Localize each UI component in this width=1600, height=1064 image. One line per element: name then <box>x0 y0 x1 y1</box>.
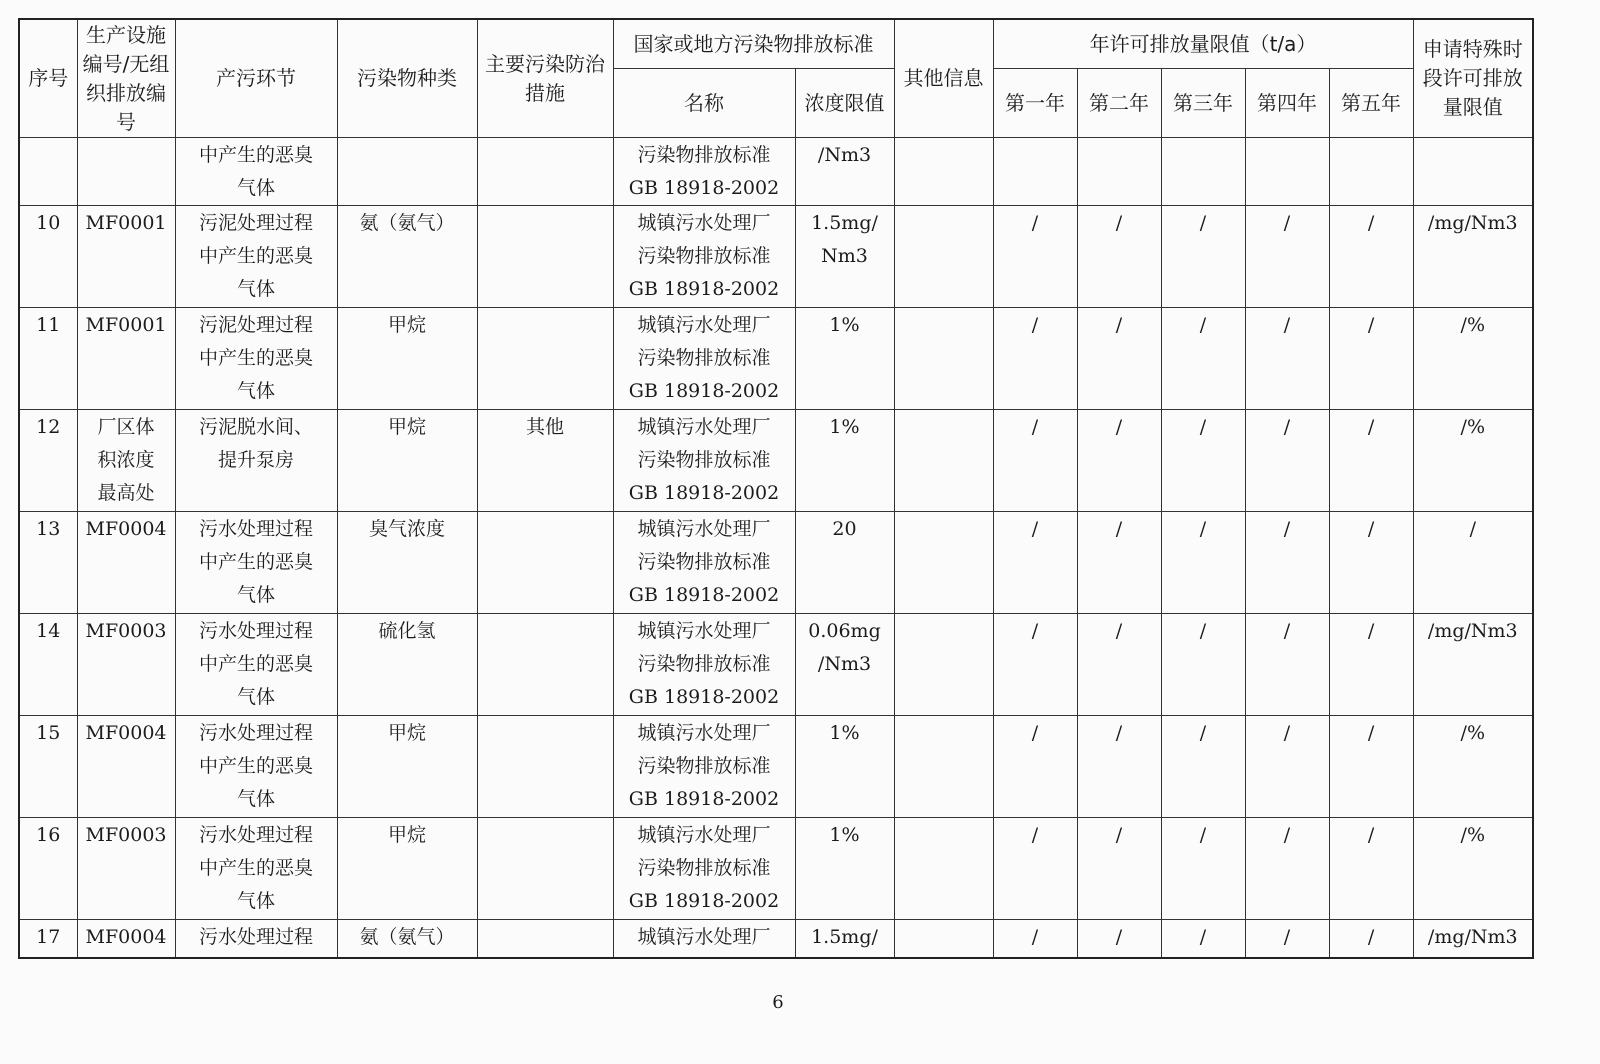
cell-year-2: / <box>1077 410 1161 512</box>
cell-stage: 污水处理过程 中产生的恶臭 气体 <box>175 512 337 614</box>
cell-stage: 污水处理过程 中产生的恶臭 气体 <box>175 716 337 818</box>
cell-seq: 16 <box>19 818 77 920</box>
table-row <box>19 138 1533 206</box>
cell-facility-no: MF0001 <box>77 308 175 410</box>
header-other-info: 其他信息 <box>894 19 993 138</box>
header-standard-group: 国家或地方污染物排放标准 <box>613 19 894 69</box>
cell-pollutant <box>337 138 477 206</box>
cell-year-2: / <box>1077 614 1161 716</box>
cell-year-2: / <box>1077 818 1161 920</box>
cell-year-1: / <box>993 920 1077 959</box>
cell-year-1: / <box>993 308 1077 410</box>
cell-special: /% <box>1413 818 1533 920</box>
cell-conc-limit: 20 <box>795 512 894 614</box>
cell-pollutant: 氨（氨气） <box>337 920 477 959</box>
table-row <box>19 410 1533 512</box>
cell-special: /mg/Nm3 <box>1413 614 1533 716</box>
cell-year-3: / <box>1161 920 1245 959</box>
header-annual-group: 年许可排放量限值（t/a） <box>993 19 1413 69</box>
table-row <box>19 308 1533 410</box>
table-row <box>19 920 1533 959</box>
header-seq: 序号 <box>19 19 77 138</box>
cell-year-2: / <box>1077 920 1161 959</box>
cell-measures <box>477 920 613 959</box>
cell-other-info <box>894 308 993 410</box>
cell-other-info <box>894 818 993 920</box>
cell-special <box>1413 138 1533 206</box>
header-year-1: 第一年 <box>993 69 1077 138</box>
cell-seq: 13 <box>19 512 77 614</box>
cell-measures <box>477 206 613 308</box>
cell-other-info <box>894 410 993 512</box>
cell-special: /mg/Nm3 <box>1413 206 1533 308</box>
cell-facility-no: MF0004 <box>77 716 175 818</box>
cell-measures <box>477 512 613 614</box>
cell-pollutant: 甲烷 <box>337 818 477 920</box>
header-year-2: 第二年 <box>1077 69 1161 138</box>
cell-year-2: / <box>1077 512 1161 614</box>
cell-seq: 12 <box>19 410 77 512</box>
cell-year-4: / <box>1245 920 1329 959</box>
cell-conc-limit: 1% <box>795 716 894 818</box>
table-row <box>19 716 1533 818</box>
cell-special: /% <box>1413 410 1533 512</box>
cell-year-5: / <box>1329 308 1413 410</box>
cell-year-1: / <box>993 614 1077 716</box>
header-year-5: 第五年 <box>1329 69 1413 138</box>
cell-standard-name: 污染物排放标准 GB 18918-2002 <box>613 138 795 206</box>
cell-year-3 <box>1161 138 1245 206</box>
cell-facility-no: MF0004 <box>77 920 175 959</box>
cell-year-2 <box>1077 138 1161 206</box>
cell-conc-limit: 1% <box>795 308 894 410</box>
cell-year-3: / <box>1161 512 1245 614</box>
cell-stage: 污泥处理过程 中产生的恶臭 气体 <box>175 206 337 308</box>
cell-facility-no <box>77 138 175 206</box>
cell-standard-name: 城镇污水处理厂 污染物排放标准 GB 18918-2002 <box>613 818 795 920</box>
cell-year-3: / <box>1161 614 1245 716</box>
cell-year-5: / <box>1329 920 1413 959</box>
cell-year-1: / <box>993 716 1077 818</box>
cell-year-2: / <box>1077 716 1161 818</box>
cell-year-2: / <box>1077 206 1161 308</box>
header-conc-limit: 浓度限值 <box>795 69 894 138</box>
cell-other-info <box>894 920 993 959</box>
header-year-4: 第四年 <box>1245 69 1329 138</box>
cell-year-5 <box>1329 138 1413 206</box>
cell-year-1: / <box>993 410 1077 512</box>
cell-facility-no: MF0001 <box>77 206 175 308</box>
cell-facility-no: MF0003 <box>77 818 175 920</box>
cell-standard-name: 城镇污水处理厂 污染物排放标准 GB 18918-2002 <box>613 206 795 308</box>
cell-special: /mg/Nm3 <box>1413 920 1533 959</box>
header-stage: 产污环节 <box>175 19 337 138</box>
cell-year-4: / <box>1245 206 1329 308</box>
cell-year-4: / <box>1245 410 1329 512</box>
cell-measures <box>477 818 613 920</box>
cell-seq: 11 <box>19 308 77 410</box>
cell-stage: 污水处理过程 中产生的恶臭 气体 <box>175 614 337 716</box>
cell-stage: 污水处理过程 <box>175 920 337 959</box>
cell-standard-name: 城镇污水处理厂 <box>613 920 795 959</box>
table-header <box>19 19 1533 138</box>
header-standard-name: 名称 <box>613 69 795 138</box>
cell-stage: 污水处理过程 中产生的恶臭 气体 <box>175 818 337 920</box>
cell-facility-no: MF0003 <box>77 614 175 716</box>
table-row <box>19 614 1533 716</box>
cell-stage: 污泥脱水间、 提升泵房 <box>175 410 337 512</box>
cell-conc-limit: 1% <box>795 410 894 512</box>
cell-conc-limit: 1.5mg/ <box>795 920 894 959</box>
cell-conc-limit: 1% <box>795 818 894 920</box>
cell-pollutant: 甲烷 <box>337 410 477 512</box>
cell-other-info <box>894 206 993 308</box>
cell-measures: 其他 <box>477 410 613 512</box>
cell-year-3: / <box>1161 410 1245 512</box>
cell-standard-name: 城镇污水处理厂 污染物排放标准 GB 18918-2002 <box>613 410 795 512</box>
cell-conc-limit: 0.06mg /Nm3 <box>795 614 894 716</box>
cell-year-5: / <box>1329 206 1413 308</box>
cell-year-4: / <box>1245 308 1329 410</box>
header-pollutant: 污染物种类 <box>337 19 477 138</box>
cell-standard-name: 城镇污水处理厂 污染物排放标准 GB 18918-2002 <box>613 716 795 818</box>
header-measures: 主要污染防治措施 <box>477 19 613 138</box>
cell-stage: 中产生的恶臭 气体 <box>175 138 337 206</box>
table-row <box>19 818 1533 920</box>
cell-year-5: / <box>1329 512 1413 614</box>
cell-other-info <box>894 716 993 818</box>
header-facility-no: 生产设施编号/无组织排放编号 <box>77 19 175 138</box>
page-number: 6 <box>772 992 784 1013</box>
cell-year-4: / <box>1245 818 1329 920</box>
cell-special: / <box>1413 512 1533 614</box>
cell-standard-name: 城镇污水处理厂 污染物排放标准 GB 18918-2002 <box>613 614 795 716</box>
cell-year-3: / <box>1161 206 1245 308</box>
cell-standard-name: 城镇污水处理厂 污染物排放标准 GB 18918-2002 <box>613 512 795 614</box>
cell-other-info <box>894 614 993 716</box>
cell-year-1: / <box>993 818 1077 920</box>
cell-year-3: / <box>1161 818 1245 920</box>
cell-year-4: / <box>1245 512 1329 614</box>
cell-year-1: / <box>993 206 1077 308</box>
cell-pollutant: 甲烷 <box>337 308 477 410</box>
header-special: 申请特殊时段许可排放量限值 <box>1413 19 1533 138</box>
cell-conc-limit: /Nm3 <box>795 138 894 206</box>
cell-facility-no: MF0004 <box>77 512 175 614</box>
cell-year-4: / <box>1245 614 1329 716</box>
cell-year-3: / <box>1161 716 1245 818</box>
cell-year-5: / <box>1329 410 1413 512</box>
cell-conc-limit: 1.5mg/ Nm3 <box>795 206 894 308</box>
cell-year-2: / <box>1077 308 1161 410</box>
permit-emission-table <box>18 18 1534 959</box>
cell-measures <box>477 308 613 410</box>
cell-year-5: / <box>1329 716 1413 818</box>
cell-other-info <box>894 512 993 614</box>
cell-year-5: / <box>1329 614 1413 716</box>
header-year-3: 第三年 <box>1161 69 1245 138</box>
table-body <box>19 138 1533 959</box>
cell-year-1: / <box>993 512 1077 614</box>
cell-special: /% <box>1413 308 1533 410</box>
cell-pollutant: 氨（氨气） <box>337 206 477 308</box>
cell-year-3: / <box>1161 308 1245 410</box>
cell-pollutant: 硫化氢 <box>337 614 477 716</box>
cell-facility-no: 厂区体 积浓度 最高处 <box>77 410 175 512</box>
cell-seq: 17 <box>19 920 77 959</box>
cell-pollutant: 甲烷 <box>337 716 477 818</box>
cell-standard-name: 城镇污水处理厂 污染物排放标准 GB 18918-2002 <box>613 308 795 410</box>
cell-seq: 15 <box>19 716 77 818</box>
cell-seq: 10 <box>19 206 77 308</box>
cell-year-5: / <box>1329 818 1413 920</box>
table-row <box>19 206 1533 308</box>
cell-pollutant: 臭气浓度 <box>337 512 477 614</box>
cell-measures <box>477 716 613 818</box>
cell-year-4: / <box>1245 716 1329 818</box>
cell-measures <box>477 138 613 206</box>
cell-year-4 <box>1245 138 1329 206</box>
cell-other-info <box>894 138 993 206</box>
cell-stage: 污泥处理过程 中产生的恶臭 气体 <box>175 308 337 410</box>
cell-seq <box>19 138 77 206</box>
cell-measures <box>477 614 613 716</box>
cell-year-1 <box>993 138 1077 206</box>
cell-seq: 14 <box>19 614 77 716</box>
table-row <box>19 512 1533 614</box>
cell-special: /% <box>1413 716 1533 818</box>
